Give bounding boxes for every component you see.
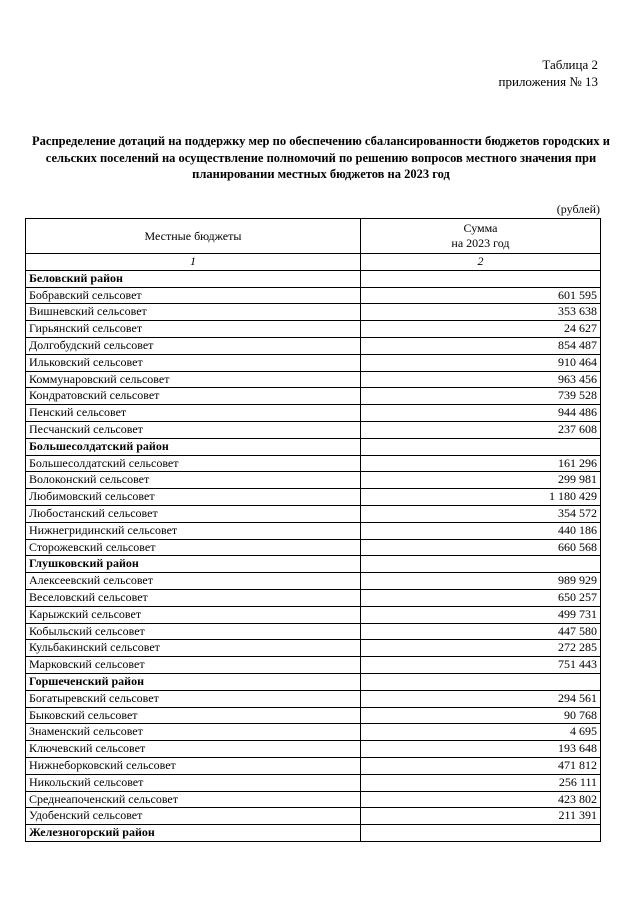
table-row xyxy=(26,724,601,741)
budget-amount: 237 608 xyxy=(360,421,600,438)
budget-amount: 4 695 xyxy=(360,724,600,741)
budget-amount: 423 802 xyxy=(360,791,600,808)
budget-table xyxy=(25,218,601,842)
column-number-2: 2 xyxy=(360,254,600,271)
table-row xyxy=(26,354,601,371)
budget-amount: 256 111 xyxy=(360,774,600,791)
budget-name: Среднеапоченский сельсовет xyxy=(26,791,361,808)
table-row xyxy=(26,388,601,405)
budget-amount: 161 296 xyxy=(360,455,600,472)
table-row xyxy=(26,741,601,758)
district-name: Глушковский район xyxy=(26,556,361,573)
table-row xyxy=(26,808,601,825)
district-name: Беловский район xyxy=(26,270,361,287)
budget-amount xyxy=(360,673,600,690)
district-row xyxy=(26,270,601,287)
budget-name: Никольский сельсовет xyxy=(26,774,361,791)
column-header-budgets: Местные бюджеты xyxy=(26,219,361,254)
budget-name: Долгобудский сельсовет xyxy=(26,337,361,354)
budget-amount: 471 812 xyxy=(360,757,600,774)
document-title: Распределение дотаций на поддержку мер по обеспечению сбалансированности бюджетов городских и сельских поселений на осуществление полномочий по решению вопросов местного значения при планировании местных бюджетов на 2023 год xyxy=(32,134,610,181)
column-header-amount xyxy=(360,219,600,254)
budget-amount: 24 627 xyxy=(360,321,600,338)
table-row xyxy=(26,589,601,606)
table-row xyxy=(26,606,601,623)
table-row xyxy=(26,623,601,640)
table-row xyxy=(26,371,601,388)
district-name: Железногорский район xyxy=(26,825,361,842)
budget-name: Гирьянский сельсовет xyxy=(26,321,361,338)
table-row xyxy=(26,321,601,338)
document-header xyxy=(499,56,598,90)
column-header-amount-line1: Сумма xyxy=(463,221,498,235)
table-label: Таблица 2 xyxy=(542,57,598,72)
budget-name: Бобравский сельсовет xyxy=(26,287,361,304)
column-number-row xyxy=(26,254,601,271)
budget-amount: 751 443 xyxy=(360,657,600,674)
budget-amount: 211 391 xyxy=(360,808,600,825)
budget-amount: 299 981 xyxy=(360,472,600,489)
budget-name: Ключевский сельсовет xyxy=(26,741,361,758)
budget-name: Кондратовский сельсовет xyxy=(26,388,361,405)
district-row xyxy=(26,438,601,455)
budget-name: Богатыревский сельсовет xyxy=(26,690,361,707)
budget-name: Любимовский сельсовет xyxy=(26,489,361,506)
table-row xyxy=(26,405,601,422)
budget-name: Нижнегридинский сельсовет xyxy=(26,522,361,539)
table-row xyxy=(26,522,601,539)
table-row xyxy=(26,304,601,321)
budget-amount: 963 456 xyxy=(360,371,600,388)
budget-amount xyxy=(360,825,600,842)
budget-name: Марковский сельсовет xyxy=(26,657,361,674)
budget-name: Кобыльский сельсовет xyxy=(26,623,361,640)
budget-amount: 739 528 xyxy=(360,388,600,405)
district-row xyxy=(26,673,601,690)
budget-amount xyxy=(360,270,600,287)
budget-name: Волоконский сельсовет xyxy=(26,472,361,489)
table-row xyxy=(26,757,601,774)
budget-name: Песчанский сельсовет xyxy=(26,421,361,438)
district-name: Большесолдатский район xyxy=(26,438,361,455)
appendix-label: приложения № 13 xyxy=(498,74,598,89)
budget-amount: 353 638 xyxy=(360,304,600,321)
budget-name: Ильковский сельсовет xyxy=(26,354,361,371)
table-row xyxy=(26,505,601,522)
table-row xyxy=(26,472,601,489)
table-row xyxy=(26,657,601,674)
column-header-amount-line2: на 2023 год xyxy=(451,236,510,250)
budget-amount: 989 929 xyxy=(360,573,600,590)
budget-name: Удобенский сельсовет xyxy=(26,808,361,825)
budget-name: Кульбакинский сельсовет xyxy=(26,640,361,657)
table-row xyxy=(26,337,601,354)
table-row xyxy=(26,489,601,506)
budget-name: Коммунаровский сельсовет xyxy=(26,371,361,388)
budget-name: Веселовский сельсовет xyxy=(26,589,361,606)
budget-amount: 354 572 xyxy=(360,505,600,522)
budget-amount: 910 464 xyxy=(360,354,600,371)
district-row xyxy=(26,556,601,573)
budget-amount: 854 487 xyxy=(360,337,600,354)
budget-name: Быковский сельсовет xyxy=(26,707,361,724)
budget-amount: 447 580 xyxy=(360,623,600,640)
table-row xyxy=(26,287,601,304)
budget-amount: 650 257 xyxy=(360,589,600,606)
table-row xyxy=(26,640,601,657)
table-row xyxy=(26,690,601,707)
table-row xyxy=(26,421,601,438)
table-header-row xyxy=(26,219,601,254)
district-name: Горшеченский район xyxy=(26,673,361,690)
budget-amount: 90 768 xyxy=(360,707,600,724)
budget-name: Карыжский сельсовет xyxy=(26,606,361,623)
budget-amount: 660 568 xyxy=(360,539,600,556)
budget-name: Знаменский сельсовет xyxy=(26,724,361,741)
budget-name: Нижнеборковский сельсовет xyxy=(26,757,361,774)
table-row xyxy=(26,791,601,808)
units-label: (рублей) xyxy=(556,202,600,216)
budget-name: Любостанский сельсовет xyxy=(26,505,361,522)
budget-amount: 272 285 xyxy=(360,640,600,657)
budget-amount: 193 648 xyxy=(360,741,600,758)
budget-amount: 440 186 xyxy=(360,522,600,539)
budget-name: Алексеевский сельсовет xyxy=(26,573,361,590)
budget-amount: 944 486 xyxy=(360,405,600,422)
table-row xyxy=(26,539,601,556)
budget-amount: 294 561 xyxy=(360,690,600,707)
table-row xyxy=(26,774,601,791)
budget-amount: 1 180 429 xyxy=(360,489,600,506)
budget-amount: 601 595 xyxy=(360,287,600,304)
budget-amount: 499 731 xyxy=(360,606,600,623)
budget-amount xyxy=(360,556,600,573)
budget-name: Большесолдатский сельсовет xyxy=(26,455,361,472)
column-number-1: 1 xyxy=(26,254,361,271)
table-row xyxy=(26,573,601,590)
budget-name: Пенский сельсовет xyxy=(26,405,361,422)
district-row xyxy=(26,825,601,842)
budget-name: Вишневский сельсовет xyxy=(26,304,361,321)
budget-name: Сторожевский сельсовет xyxy=(26,539,361,556)
table-row xyxy=(26,455,601,472)
table-row xyxy=(26,707,601,724)
budget-amount xyxy=(360,438,600,455)
